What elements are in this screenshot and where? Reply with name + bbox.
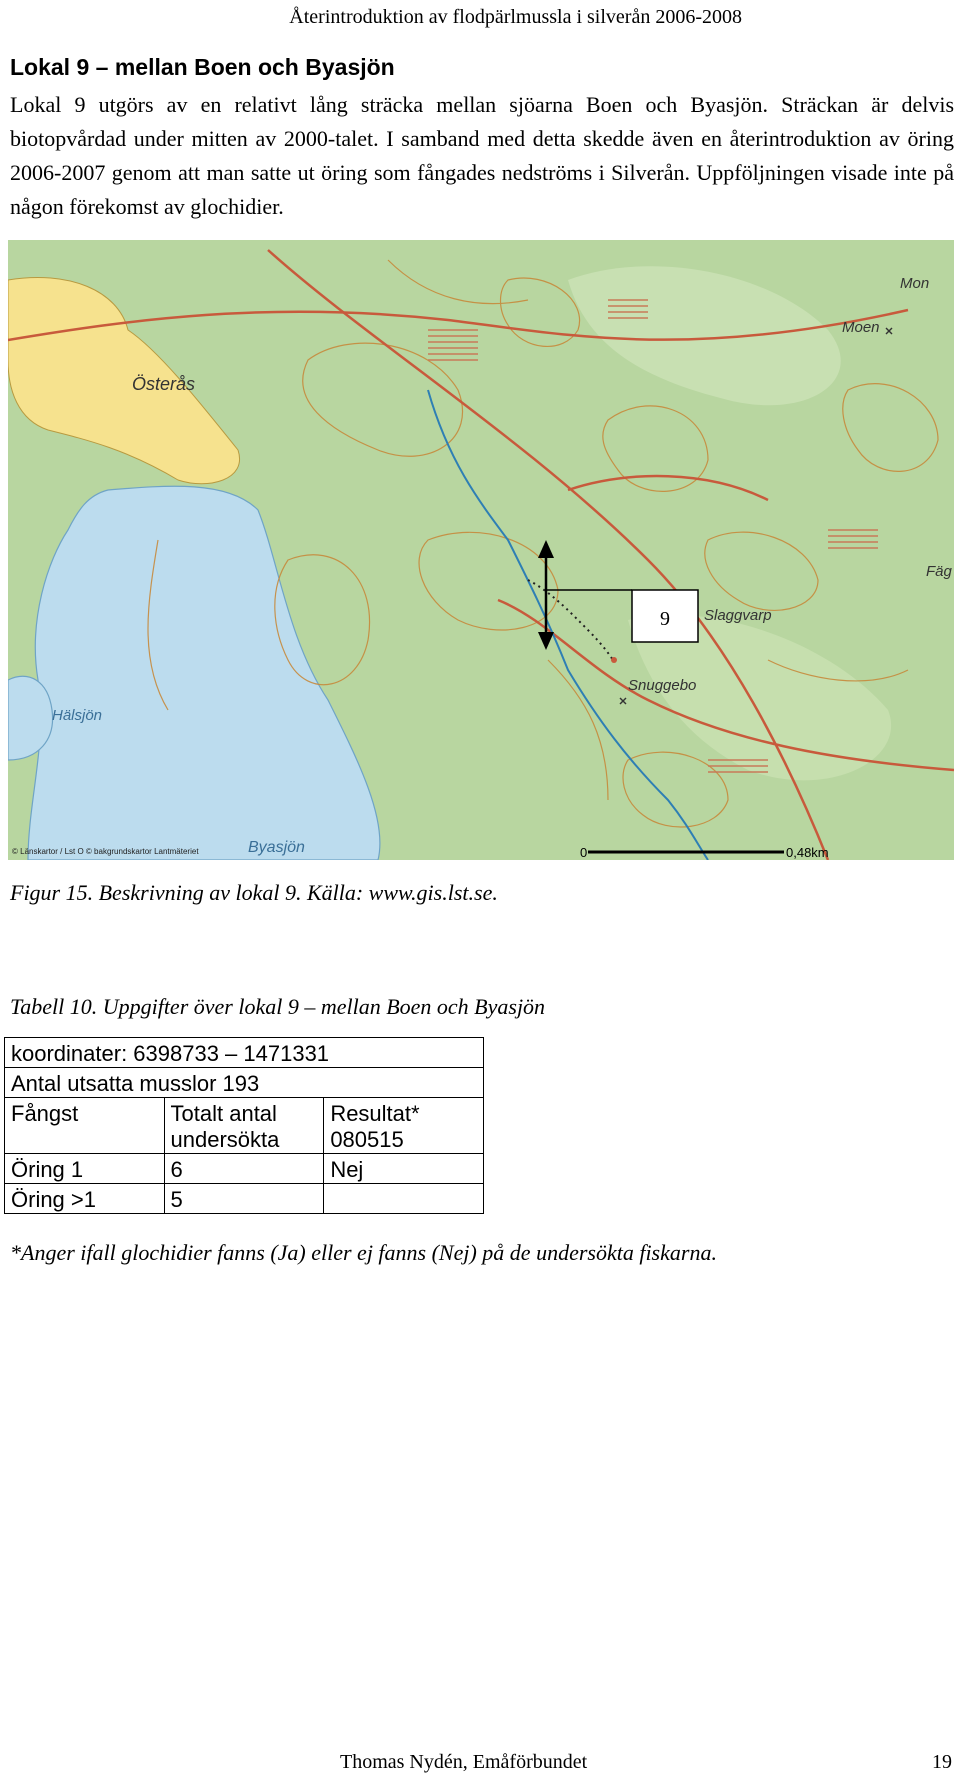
table-row xyxy=(5,1068,484,1098)
place-slaggvarp: Slaggvarp xyxy=(704,607,772,624)
table-cell xyxy=(324,1184,484,1214)
table-cell: Öring 1 xyxy=(5,1154,165,1184)
place-halsjon: Hälsjön xyxy=(52,707,103,724)
header-total-examined: Totalt antal undersökta xyxy=(164,1098,324,1154)
locality-map xyxy=(8,240,954,860)
place-fag: Fäg xyxy=(926,563,952,580)
body-paragraph: Lokal 9 utgörs av en relativt lång sträcka mellan sjöarna Boen och Byasjön. Sträckan är delvis biotopvårdad under mitten av 2000-talet. I samband med detta skedde även en återintroduktion av öring 2006-2007 genom att man satte ut öring som fångades nedströms i Silverån. Uppföljningen visade inte på någon förekomst av glochidier. xyxy=(10,92,954,219)
scale-end: 0,48km xyxy=(786,845,829,860)
running-header: Återintroduktion av flodpärlmussla i silverån 2006-2008 xyxy=(289,6,742,28)
place-mon: Mon xyxy=(900,275,930,292)
table-header-row xyxy=(5,1098,484,1154)
table-caption: Tabell 10. Uppgifter över lokal 9 – mellan Boen och Byasjön xyxy=(10,994,546,1019)
scale-start: 0 xyxy=(580,845,588,860)
released-cell: Antal utsatta musslor 193 xyxy=(5,1068,484,1098)
coordinates-cell: koordinater: 6398733 – 1471331 xyxy=(5,1038,484,1068)
section-heading: Lokal 9 – mellan Boen och Byasjön xyxy=(10,54,395,80)
table-cell: Nej xyxy=(324,1154,484,1184)
place-byasjon: Byasjön xyxy=(248,839,305,856)
table-row xyxy=(5,1038,484,1068)
table-row xyxy=(5,1184,484,1214)
map-copyright: © Länskartor / Lst O © bakgrundskartor Lantmäteriet xyxy=(12,847,199,856)
map-graphic xyxy=(8,240,954,860)
locality-point xyxy=(611,657,617,663)
place-moen: Moen xyxy=(842,319,880,336)
place-snuggebo: Snuggebo xyxy=(628,677,697,694)
table-cell: 6 xyxy=(164,1154,324,1184)
locality-table xyxy=(4,1037,484,1214)
table-row xyxy=(5,1154,484,1184)
table-cell: 5 xyxy=(164,1184,324,1214)
locality-label: 9 xyxy=(660,608,670,630)
header-catch: Fångst xyxy=(5,1098,165,1154)
page-number: 19 xyxy=(932,1751,952,1773)
table-footnote: *Anger ifall glochidier fanns (Ja) eller ej fanns (Nej) på de undersökta fiskarna. xyxy=(10,1240,717,1265)
place-osteras: Österås xyxy=(132,374,196,394)
figure-caption: Figur 15. Beskrivning av lokal 9. Källa: www.gis.lst.se. xyxy=(10,880,498,905)
footer-author: Thomas Nydén, Emåförbundet xyxy=(340,1751,588,1773)
table-cell: Öring >1 xyxy=(5,1184,165,1214)
header-result: Resultat* 080515 xyxy=(324,1098,484,1154)
